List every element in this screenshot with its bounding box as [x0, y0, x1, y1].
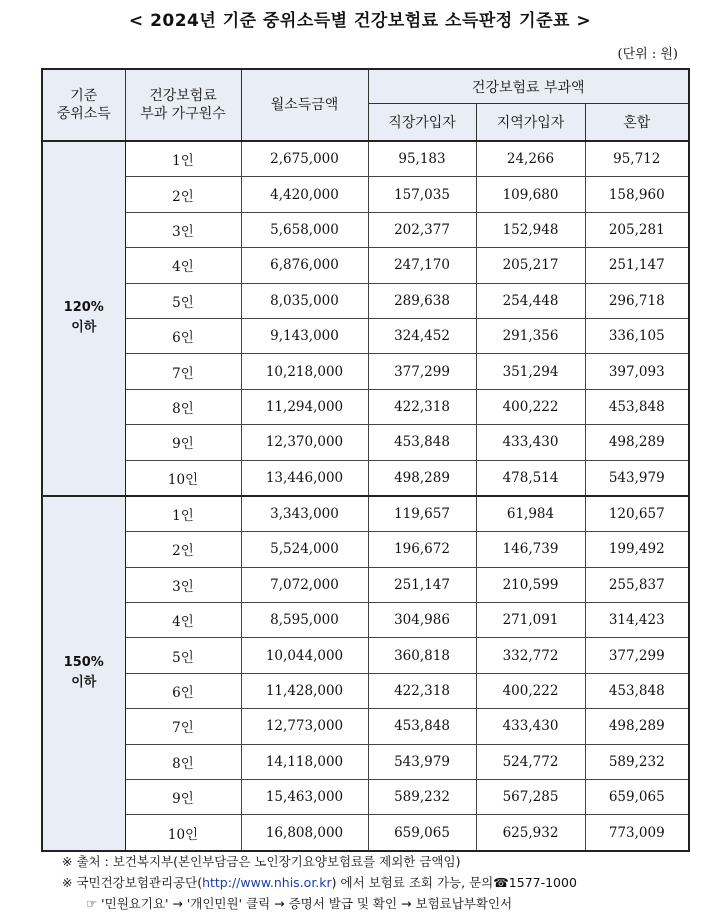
cell-mixed: 120,657 [585, 496, 689, 532]
group-label: 150% 이하 [42, 496, 125, 851]
cell-income: 11,294,000 [241, 389, 368, 424]
cell-members: 5인 [125, 638, 241, 673]
cell-income: 12,370,000 [241, 425, 368, 460]
cell-income: 13,446,000 [241, 460, 368, 496]
cell-members: 4인 [125, 248, 241, 283]
cell-income: 7,072,000 [241, 567, 368, 602]
cell-employee: 453,848 [368, 425, 476, 460]
header-premium: 건강보험료 부과액 [368, 69, 689, 104]
unit-label: (단위 : 원) [617, 47, 678, 62]
cell-regional: 271,091 [476, 603, 585, 638]
header-regional: 지역가입자 [476, 104, 585, 142]
cell-members: 2인 [125, 177, 241, 212]
footnotes [62, 851, 577, 914]
cell-income: 16,808,000 [241, 815, 368, 851]
cell-income: 10,044,000 [241, 638, 368, 673]
cell-regional: 254,448 [476, 283, 585, 318]
cell-members: 10인 [125, 815, 241, 851]
cell-regional: 205,217 [476, 248, 585, 283]
table-row [42, 389, 689, 424]
table-row [42, 248, 689, 283]
cell-employee: 360,818 [368, 638, 476, 673]
cell-income: 9,143,000 [241, 318, 368, 353]
cell-income: 14,118,000 [241, 744, 368, 779]
cell-mixed: 453,848 [585, 389, 689, 424]
cell-employee: 202,377 [368, 212, 476, 247]
cell-regional: 61,984 [476, 496, 585, 532]
cell-employee: 196,672 [368, 532, 476, 567]
cell-members: 9인 [125, 425, 241, 460]
cell-mixed: 95,712 [585, 141, 689, 177]
cell-mixed: 659,065 [585, 780, 689, 815]
table-row [42, 780, 689, 815]
header-monthly-income: 월소득금액 [241, 69, 368, 141]
cell-income: 8,595,000 [241, 603, 368, 638]
cell-regional: 400,222 [476, 673, 585, 708]
cell-mixed: 314,423 [585, 603, 689, 638]
cell-income: 5,524,000 [241, 532, 368, 567]
cell-regional: 433,430 [476, 709, 585, 744]
cell-mixed: 296,718 [585, 283, 689, 318]
cell-regional: 291,356 [476, 318, 585, 353]
nhis-link[interactable]: http://www.nhis.or.kr [202, 875, 332, 890]
cell-employee: 422,318 [368, 389, 476, 424]
cell-members: 5인 [125, 283, 241, 318]
cell-mixed: 199,492 [585, 532, 689, 567]
cell-mixed: 397,093 [585, 354, 689, 389]
cell-employee: 95,183 [368, 141, 476, 177]
cell-mixed: 255,837 [585, 567, 689, 602]
cell-members: 3인 [125, 567, 241, 602]
table-row [42, 673, 689, 708]
cell-members: 8인 [125, 744, 241, 779]
cell-employee: 119,657 [368, 496, 476, 532]
cell-regional: 109,680 [476, 177, 585, 212]
cell-income: 5,658,000 [241, 212, 368, 247]
table-row [42, 532, 689, 567]
cell-employee: 453,848 [368, 709, 476, 744]
cell-members: 1인 [125, 496, 241, 532]
cell-employee: 251,147 [368, 567, 476, 602]
cell-regional: 24,266 [476, 141, 585, 177]
cell-members: 2인 [125, 532, 241, 567]
cell-members: 6인 [125, 318, 241, 353]
table-row [42, 460, 689, 496]
cell-regional: 433,430 [476, 425, 585, 460]
table-row [42, 354, 689, 389]
table-row [42, 425, 689, 460]
table-row [42, 638, 689, 673]
table-row [42, 603, 689, 638]
table-row [42, 177, 689, 212]
cell-regional: 332,772 [476, 638, 585, 673]
group-150 [42, 496, 689, 851]
cell-mixed: 498,289 [585, 709, 689, 744]
cell-employee: 377,299 [368, 354, 476, 389]
table-row [42, 283, 689, 318]
cell-mixed: 589,232 [585, 744, 689, 779]
cell-members: 3인 [125, 212, 241, 247]
cell-members: 7인 [125, 709, 241, 744]
note-source: ※ 출처 : 보건복지부(본인부담금은 노인장기요양보험료를 제외한 금액임) [62, 854, 461, 869]
cell-members: 4인 [125, 603, 241, 638]
cell-employee: 422,318 [368, 673, 476, 708]
cell-regional: 400,222 [476, 389, 585, 424]
cell-income: 4,420,000 [241, 177, 368, 212]
table-row [42, 709, 689, 744]
cell-income: 3,343,000 [241, 496, 368, 532]
table-row [42, 212, 689, 247]
header-household-members: 건강보험료 부과 가구원수 [125, 69, 241, 141]
cell-members: 10인 [125, 460, 241, 496]
table-row [42, 744, 689, 779]
cell-regional: 478,514 [476, 460, 585, 496]
cell-income: 10,218,000 [241, 354, 368, 389]
cell-employee: 157,035 [368, 177, 476, 212]
cell-regional: 351,294 [476, 354, 585, 389]
cell-members: 7인 [125, 354, 241, 389]
cell-mixed: 543,979 [585, 460, 689, 496]
header-mixed: 혼합 [585, 104, 689, 142]
cell-mixed: 205,281 [585, 212, 689, 247]
table-row [42, 567, 689, 602]
cell-income: 8,035,000 [241, 283, 368, 318]
group-120 [42, 141, 689, 496]
table-row [42, 318, 689, 353]
cell-income: 2,675,000 [241, 141, 368, 177]
cell-employee: 498,289 [368, 460, 476, 496]
cell-mixed: 336,105 [585, 318, 689, 353]
cell-employee: 247,170 [368, 248, 476, 283]
cell-members: 1인 [125, 141, 241, 177]
cell-members: 8인 [125, 389, 241, 424]
header-employee: 직장가입자 [368, 104, 476, 142]
header-median-income: 기준 중위소득 [42, 69, 125, 141]
cell-regional: 625,932 [476, 815, 585, 851]
cell-income: 11,428,000 [241, 673, 368, 708]
cell-mixed: 158,960 [585, 177, 689, 212]
table-row [42, 496, 689, 532]
note-path: ☞ '민원요기요' → '개인민원' 클릭 → 증명서 발급 및 확인 → 보험료납부확인서 [86, 896, 513, 911]
cell-income: 15,463,000 [241, 780, 368, 815]
table-row [42, 815, 689, 851]
cell-mixed: 498,289 [585, 425, 689, 460]
cell-mixed: 377,299 [585, 638, 689, 673]
cell-income: 12,773,000 [241, 709, 368, 744]
cell-employee: 289,638 [368, 283, 476, 318]
cell-regional: 210,599 [476, 567, 585, 602]
income-premium-table [41, 68, 690, 852]
cell-mixed: 453,848 [585, 673, 689, 708]
cell-members: 9인 [125, 780, 241, 815]
note-nhis: ※ 국민건강보험관리공단(http://www.nhis.or.kr) 에서 보험료 조회 가능, 문의☎1577-1000 [62, 875, 577, 890]
cell-income: 6,876,000 [241, 248, 368, 283]
cell-regional: 567,285 [476, 780, 585, 815]
cell-employee: 543,979 [368, 744, 476, 779]
cell-employee: 659,065 [368, 815, 476, 851]
cell-mixed: 251,147 [585, 248, 689, 283]
cell-regional: 146,739 [476, 532, 585, 567]
cell-regional: 524,772 [476, 744, 585, 779]
cell-mixed: 773,009 [585, 815, 689, 851]
page-title: < 2024년 기준 중위소득별 건강보험료 소득판정 기준표 > [128, 11, 592, 31]
cell-regional: 152,948 [476, 212, 585, 247]
cell-employee: 324,452 [368, 318, 476, 353]
cell-employee: 304,986 [368, 603, 476, 638]
cell-members: 6인 [125, 673, 241, 708]
cell-employee: 589,232 [368, 780, 476, 815]
group-label: 120% 이하 [42, 141, 125, 496]
table-row [42, 141, 689, 177]
